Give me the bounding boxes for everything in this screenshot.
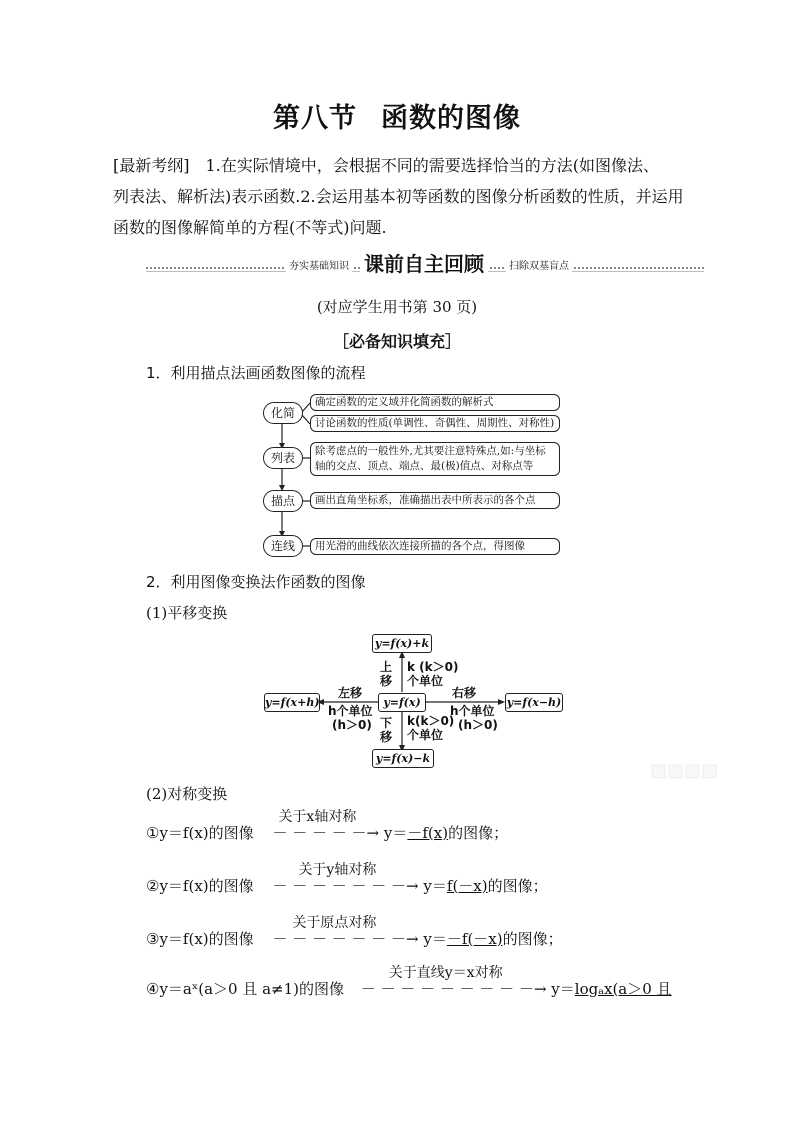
sym2-answer: f(－x): [446, 877, 488, 895]
sym4-arrow: [360, 965, 547, 999]
symmetry-item-4: ④y＝aˣ(a＞0 且 a≠1)的图像 关于直线y＝x对称 － － － － － － － － －→ y＝logₐx(a＞0 且: [146, 978, 672, 999]
box-shift-down: y=f(x)−k: [372, 749, 434, 768]
banner-right: 扫除双基盲点: [506, 257, 572, 272]
sym1-lhs: y＝f(x)的图像: [159, 824, 254, 842]
sym1-dashes: － － － － －→: [272, 824, 380, 842]
subheading-symmetry: (2)对称变换: [146, 785, 228, 803]
heading-transform: 2．利用图像变换法作函数的图像: [146, 573, 366, 591]
translation-diagram: [262, 632, 566, 772]
flow-step-connect: 连线: [263, 535, 303, 557]
sym3-label: 关于原点对称: [292, 915, 377, 931]
label-left-amount: h个单位: [328, 704, 373, 718]
label-right: 右移: [452, 686, 477, 700]
flow-desc-special-points-line2: 轴的交点、顶点、端点、最(极)值点、对称点等: [315, 460, 534, 472]
sym4-label: 关于直线y＝x对称: [388, 965, 503, 981]
page-title: [0, 96, 794, 135]
flow-desc-special-points-line1: 除考虑点的一般性外,尤其要注意特殊点,如:与坐标: [315, 445, 546, 457]
sym3-arrow: [272, 915, 419, 949]
sym1-label: 关于x轴对称: [278, 809, 357, 825]
sym2-dashes: － － － － － － －→: [272, 877, 419, 895]
sym3-lhs: y＝f(x)的图像: [159, 930, 254, 948]
symmetry-item-2: ②y＝f(x)的图像 关于y轴对称 － － － － － － －→ y＝f(－x)的图像；: [146, 875, 548, 896]
flow-desc-properties: 讨论函数的性质(单调性、奇偶性、周期性、对称性): [310, 415, 560, 432]
label-down-unit: 个单位: [407, 728, 444, 742]
sym2-lhs: y＝f(x)的图像: [159, 877, 254, 895]
plot-flow-diagram: [262, 390, 562, 560]
syllabus-line-1: [最新考纲] 1.在实际情境中，会根据不同的需要选择恰当的方法(如图像法、: [113, 156, 659, 175]
label-left-condition: (h＞0): [332, 718, 372, 732]
sym2-label: 关于y轴对称: [298, 862, 377, 878]
label-down-amount: k(k＞0): [407, 714, 455, 728]
heading-plot-process: 1．利用描点法画函数图像的流程: [146, 364, 366, 382]
label-right-condition: (h＞0): [458, 718, 498, 732]
flow-step-plot: 描点: [263, 490, 303, 512]
sym4-dashes: － － － － － － － － －→: [360, 980, 547, 998]
label-right-amount: h个单位: [450, 704, 495, 718]
sym4-lhs: y＝aˣ(a＞0 且 a≠1)的图像: [159, 980, 345, 998]
section-number: 第八节: [273, 103, 357, 134]
flow-desc-plot: 画出直角坐标系，准确描出表中所表示的各个点: [310, 492, 560, 509]
section-name: 函数的图像: [381, 103, 521, 134]
sym1-answer: －f(x): [407, 824, 449, 842]
flow-step-simplify: 化简: [263, 402, 303, 424]
flow-desc-domain: 确定函数的定义域并化简函数的解析式: [310, 394, 560, 411]
flow-desc-special-points: [310, 442, 560, 476]
flow-step-table: 列表: [263, 447, 303, 469]
subheading-translation: (1)平移变换: [146, 604, 228, 622]
box-shift-left: y=f(x+h): [264, 693, 320, 712]
box-shift-right: y=f(x−h): [505, 693, 563, 712]
label-up-2: 移: [380, 674, 393, 688]
label-up-1: 上: [380, 660, 393, 674]
symmetry-item-1: ①y＝f(x)的图像 关于x轴对称 － － － － －→ y＝－f(x)的图像；: [146, 822, 508, 843]
box-original: y=f(x): [378, 693, 426, 712]
banner-left: 夯实基础知识: [286, 257, 352, 272]
section-tag: ［必备知识填充］: [332, 332, 461, 351]
page-reference: (对应学生用书第 30 页): [316, 298, 478, 316]
label-down-2: 移: [380, 730, 393, 744]
symmetry-item-3: ③y＝f(x)的图像 关于原点对称 － － － － － － －→ y＝－f(－x)的图像；: [146, 928, 563, 949]
flow-desc-connect: 用光滑的曲线依次连接所描的各个点，得图像: [310, 538, 560, 555]
banner-title: 课前自主回顾: [360, 248, 488, 277]
syllabus-line-3: 函数的图像解简单的方程(不等式)问题.: [113, 218, 387, 237]
sym3-dashes: － － － － － － －→: [272, 930, 419, 948]
label-down-1: 下: [380, 716, 393, 730]
sym4-answer: logₐx(a＞0 且: [574, 980, 672, 998]
label-up-unit: 个单位: [407, 674, 444, 688]
sym2-arrow: [272, 862, 419, 896]
sym1-arrow: [272, 809, 380, 843]
label-up-amount: k (k＞0): [407, 660, 459, 674]
label-left: 左移: [338, 686, 363, 700]
sym3-answer: －f(－x): [446, 930, 503, 948]
box-shift-up: y=f(x)+k: [372, 634, 432, 653]
syllabus-line-2: 列表法、解析法)表示函数.2.会运用基本初等函数的图像分析函数的性质，并运用: [113, 187, 684, 206]
chapter-banner: [146, 248, 704, 276]
watermark-logo: ▧▧▧▧: [650, 760, 719, 781]
